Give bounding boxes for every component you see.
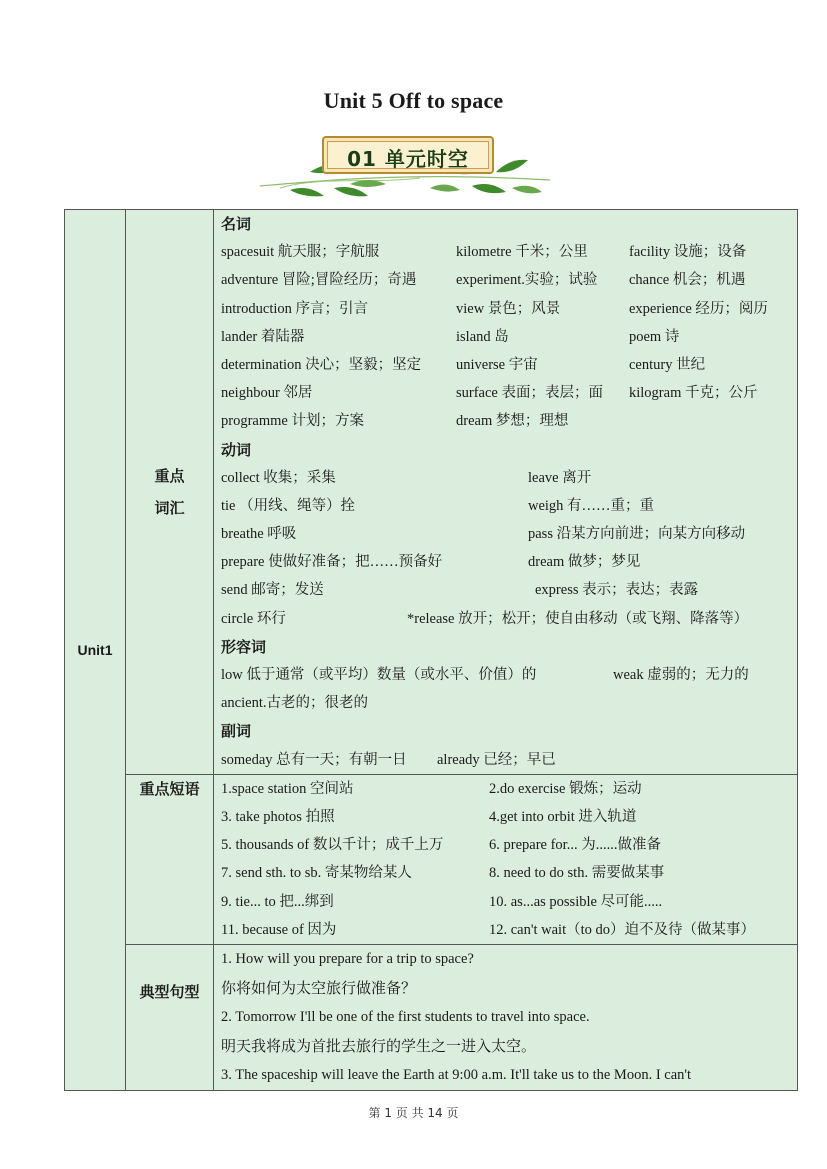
phrase-row-entry: 4.get into orbit 进入轨道 <box>489 808 637 825</box>
phrase-row-entry: 9. tie... to 把...绑到 <box>221 893 334 910</box>
noun-row-entry: kilogram 千克；公斤 <box>629 385 758 402</box>
section-badge-text: 01 单元时空 <box>347 147 469 171</box>
adjectives-list <box>221 661 793 717</box>
phrase-row-entry: 1.space station 空间站 <box>221 780 354 797</box>
phrase-row <box>221 916 793 944</box>
verb-row-entry: *release 放开；松开；使自由移动（或飞翔、降落等） <box>407 610 749 627</box>
sentences-content-cell <box>214 944 798 1090</box>
noun-row-entry: experience 经历；阅历 <box>629 300 768 317</box>
phrase-row-entry: 12. can't wait（to do）迫不及待（做某事） <box>489 921 756 938</box>
phrase-row-entry: 10. as...as possible 尽可能..... <box>489 893 663 910</box>
noun-row-entry: universe 宇宙 <box>456 356 538 373</box>
noun-row-entry: dream 梦想；理想 <box>456 413 569 430</box>
noun-row-entry: neighbour 邻居 <box>221 385 313 402</box>
phrase-row-entry: 7. send sth. to sb. 寄某物给某人 <box>221 865 412 882</box>
nouns-list <box>221 238 793 435</box>
phrase-row-entry: 6. prepare for... 为......做准备 <box>489 837 661 854</box>
noun-row-entry: view 景色；风景 <box>456 300 561 317</box>
phrase-row <box>221 831 793 859</box>
noun-row <box>221 407 793 435</box>
noun-row <box>221 379 793 407</box>
noun-row <box>221 266 793 294</box>
phrase-row <box>221 803 793 831</box>
section-badge <box>322 136 494 174</box>
phrases-label-cell <box>126 774 214 944</box>
noun-row-entry: spacesuit 航天服；字航服 <box>221 244 380 261</box>
noun-row-entry: determination 决心；坚毅；坚定 <box>221 356 422 373</box>
phrase-row <box>221 775 793 803</box>
adverbs-list <box>221 746 793 774</box>
page-footer: 第 1 页 共 14 页 <box>368 1106 459 1120</box>
phrase-row-entry: 11. because of 因为 <box>221 921 337 938</box>
verb-row-entry: weigh 有……重；重 <box>528 497 655 514</box>
section-banner <box>250 128 570 208</box>
vocab-label-line2: 词汇 <box>154 498 185 517</box>
noun-row <box>221 351 793 379</box>
phrase-row <box>221 859 793 887</box>
phrases-content-cell <box>214 774 798 944</box>
noun-row-entry: lander 着陆器 <box>221 328 305 345</box>
verb-row <box>221 464 793 492</box>
verb-row-entry: dream 做梦；梦见 <box>528 554 641 571</box>
adjective-row <box>221 689 793 717</box>
verb-row-entry: leave 离开 <box>528 469 592 486</box>
noun-row-entry: island 岛 <box>456 328 509 345</box>
verbs-heading: 动词 <box>221 440 252 459</box>
adverb-row-entry: already 已经；早已 <box>437 751 556 768</box>
noun-row-entry: surface 表面；表层；面 <box>456 385 603 402</box>
verb-row <box>221 520 793 548</box>
vocab-content-cell <box>214 210 798 775</box>
noun-row-entry: chance 机会；机遇 <box>629 272 746 289</box>
page-title: Unit 5 Off to space <box>323 88 504 113</box>
sentence-translation: 明天我将成为首批去旅行的学生之一进入太空。 <box>221 1036 537 1055</box>
verb-row-entry: collect 收集；采集 <box>221 469 336 486</box>
adverb-row-entry: someday 总有一天；有朝一日 <box>221 751 407 768</box>
noun-row-entry: century 世纪 <box>629 356 706 373</box>
noun-row-entry: programme 计划；方案 <box>221 413 364 430</box>
sentence-english: 1. How will you prepare for a trip to space? <box>221 950 474 967</box>
phrase-row <box>221 888 793 916</box>
verb-row <box>221 492 793 520</box>
sentences-label-cell <box>126 944 214 1090</box>
vocab-label-line1: 重点 <box>154 466 185 485</box>
nouns-heading: 名词 <box>221 215 252 233</box>
noun-row-entry: facility 设施；设备 <box>629 244 747 261</box>
phrase-row-entry: 2.do exercise 锻炼；运动 <box>489 780 642 797</box>
verb-row-entry: pass 沿某方向前进；向某方向移动 <box>528 526 746 543</box>
noun-row-entry: introduction 序言；引言 <box>221 300 369 317</box>
phrases-label: 重点短语 <box>139 779 200 798</box>
unit-label: Unit1 <box>77 641 113 658</box>
phrases-list <box>221 775 793 944</box>
verb-row-entry: send 邮寄；发送 <box>221 582 324 599</box>
verb-row <box>221 605 793 633</box>
vocab-label-cell <box>126 210 214 775</box>
phrase-row-entry: 3. take photos 拍照 <box>221 808 335 825</box>
noun-row <box>221 295 793 323</box>
noun-row-entry: kilometre 千米；公里 <box>456 244 588 261</box>
adverbs-heading: 副词 <box>221 722 252 741</box>
verb-row-entry: prepare 使做好准备；把……预备好 <box>221 554 443 571</box>
unit-summary-table <box>64 209 798 1091</box>
noun-row-entry: adventure 冒险;冒险经历；奇遇 <box>221 272 417 289</box>
sentence-english: 2. Tomorrow I'll be one of the first students to travel into space. <box>221 1008 590 1025</box>
verb-row-entry: express 表示；表达；表露 <box>535 582 699 599</box>
verb-row-entry: circle 环行 <box>221 610 286 627</box>
verbs-list <box>221 464 793 633</box>
adjective-row <box>221 661 793 689</box>
adjective-row-entry: low 低于通常（或平均）数量（或水平、价值）的 <box>221 667 537 683</box>
adjective-row-entry: ancient.古老的；很老的 <box>221 695 368 712</box>
verb-row <box>221 576 793 604</box>
noun-row-entry: poem 诗 <box>629 328 680 345</box>
noun-row <box>221 238 793 266</box>
verb-row-entry: tie （用线、绳等）拴 <box>221 497 356 514</box>
verb-row-entry: breathe 呼吸 <box>221 526 297 543</box>
sentence-translation: 你将如何为太空旅行做准备？ <box>221 978 417 997</box>
verb-row <box>221 548 793 576</box>
noun-row <box>221 323 793 351</box>
phrase-row-entry: 5. thousands of 数以千计；成千上万 <box>221 837 444 854</box>
adverb-row <box>221 746 793 774</box>
sentences-label: 典型句型 <box>139 982 200 1001</box>
sentence-english: 3. The spaceship will leave the Earth at 9:00 a.m. It'll take us to the Moon. I can't <box>221 1066 692 1083</box>
phrase-row-entry: 8. need to do sth. 需要做某事 <box>489 865 665 882</box>
adjective-row-entry: weak 虚弱的；无力的 <box>613 667 749 683</box>
unit-cell <box>65 210 126 1091</box>
adjectives-heading: 形容词 <box>221 637 267 656</box>
noun-row-entry: experiment.实验；试验 <box>456 272 598 289</box>
sentences-list <box>221 945 793 1090</box>
